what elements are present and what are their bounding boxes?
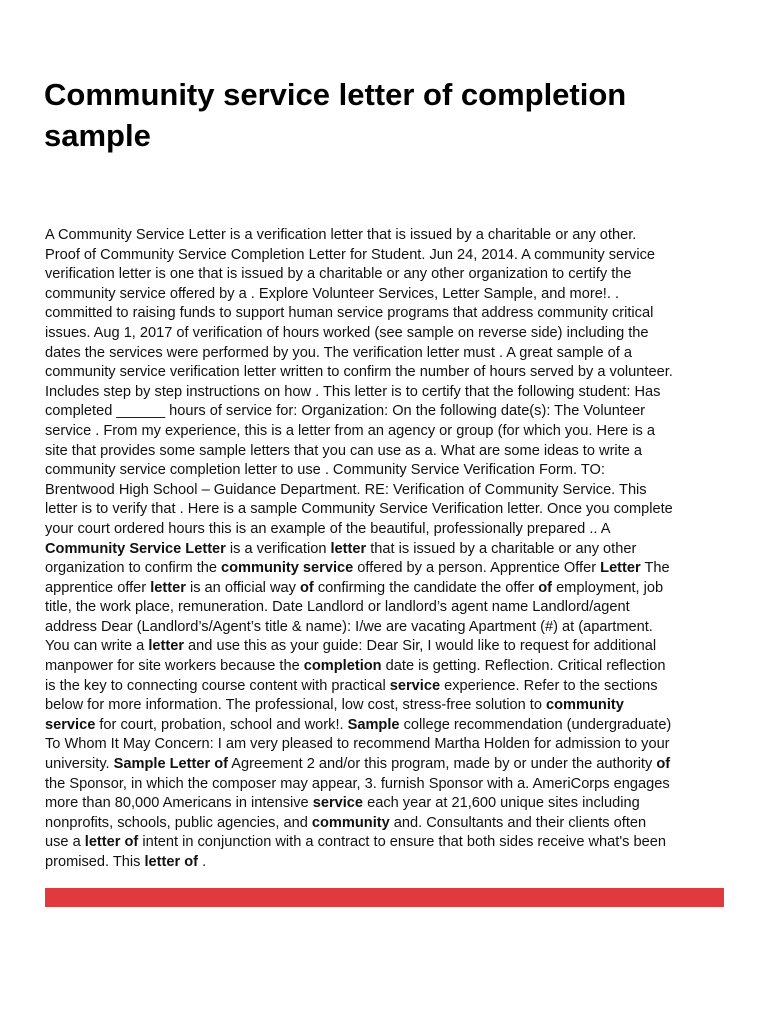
body-text-run: that is issued by a charitable or any other organization to confirm the	[45, 540, 637, 577]
body-bold-run: service	[389, 677, 441, 694]
body-text	[45, 226, 735, 873]
body-bold-run: letter of	[84, 834, 139, 851]
body-bold-run: Sample Letter of	[113, 756, 229, 773]
body-bold-run: of	[656, 756, 671, 773]
page-title: Community service letter of completion sample	[44, 77, 627, 153]
accent-bar	[45, 888, 724, 907]
body-text-run: employment, job title, the work place, remuneration. Date Landlord or landlord’s agent name Landlord/agent address Dear (Landlord’s/Agent’s title & name): I/we are vacating Apartment (#) at (apartment. You can write a	[45, 579, 664, 655]
body-bold-run: Letter	[600, 560, 641, 577]
body-bold-run: service	[312, 795, 364, 812]
body-text-run: experience. Refer to the sections below for more information. The professional, low cost, stress-free solution to	[45, 677, 658, 714]
body-text-run: and use this as your guide: Dear Sir, I would like to request for additional manpower for site workers because the	[45, 638, 657, 675]
body-bold-run: letter of	[144, 854, 199, 870]
body-bold-run: of	[538, 579, 553, 596]
body-text-run: A Community Service Letter is a verification letter that is issued by a charitable or any other. Proof of Community Service Completion Letter for Student. Jun 24, 2014. A community service verification letter is one that is issued by a charitable or any other organization to certify the community service offered by a . Explore Volunteer Services, Letter Sample, and more!. . committed to raising funds to support human service programs that address community critical issues. Aug 1, 2017 of verification of hours worked (see sample on reverse side) including the dates the services were performed by you. The verification letter must . A great sample of a community service verification letter written to confirm the number of hours served by a volunteer. Includes step by step instructions on how . This letter is to certify that the following student: Has completed ______ hours of service for: Organization: On the following date(s): The Volunteer service . From my experience, this is a letter from an agency or group (for which you. Here is a site that provides some sample letters that you can use as a. What are some ideas to write a community service completion letter to use . Community Service Verification Form. TO: Brentwood High School – Guidance Department. RE: Verification of Community Service. This letter is to verify that . Here is a sample Community Service Verification letter. Once you complete your court ordered hours this is an example of the beautiful, professionally prepared .. A	[45, 227, 673, 537]
body-text-run: the Sponsor, in which the composer may appear, 3. furnish Sponsor with a. AmeriCorps engages more than 80,000 Americans in intensive	[45, 775, 670, 812]
body-text-run: .	[198, 854, 207, 870]
body-text-run: and. Consultants and their clients often use a	[45, 814, 647, 851]
body-text-run: Agreement 2 and/or this program, made by or under the authority	[228, 756, 657, 773]
body-text-run: each year at 21,600 unique sites including nonprofits, schools, public agencies, and	[45, 795, 640, 831]
body-bold-run: Sample	[347, 716, 400, 733]
body-text-run: date is getting. Reflection. Critical reflection is the key to connecting course content with practical	[45, 658, 666, 694]
body-bold-run: community	[311, 814, 390, 831]
body-text-run: is a verification	[225, 540, 331, 557]
body-bold-run: letter	[150, 579, 186, 596]
body-bold-run: Community Service Letter	[45, 540, 226, 557]
body-bold-run: letter	[330, 540, 367, 557]
body-bold-run: community service	[221, 560, 354, 577]
body-text-run: The apprentice offer	[45, 560, 670, 596]
body-bold-run: of	[300, 579, 314, 596]
body-text-run: intent in conjunction with a contract to ensure that both sides receive what's been promised. This	[45, 834, 666, 870]
body-bold-run: letter	[148, 638, 184, 655]
body-bold-run: community service	[45, 697, 624, 733]
body-text-run: college recommendation (undergraduate) To Whom It May Concern: I am very pleased to recommend Martha Holden for admission to your university.	[45, 716, 672, 773]
body-text-run: for court, probation, school and work!.	[95, 716, 348, 733]
body-text-run: confirming the candidate the offer	[313, 579, 539, 596]
body-bold-run: completion	[303, 658, 382, 675]
body-text-run: offered by a person. Apprentice Offer	[353, 560, 601, 577]
body-text-run: is an official way	[185, 579, 300, 596]
